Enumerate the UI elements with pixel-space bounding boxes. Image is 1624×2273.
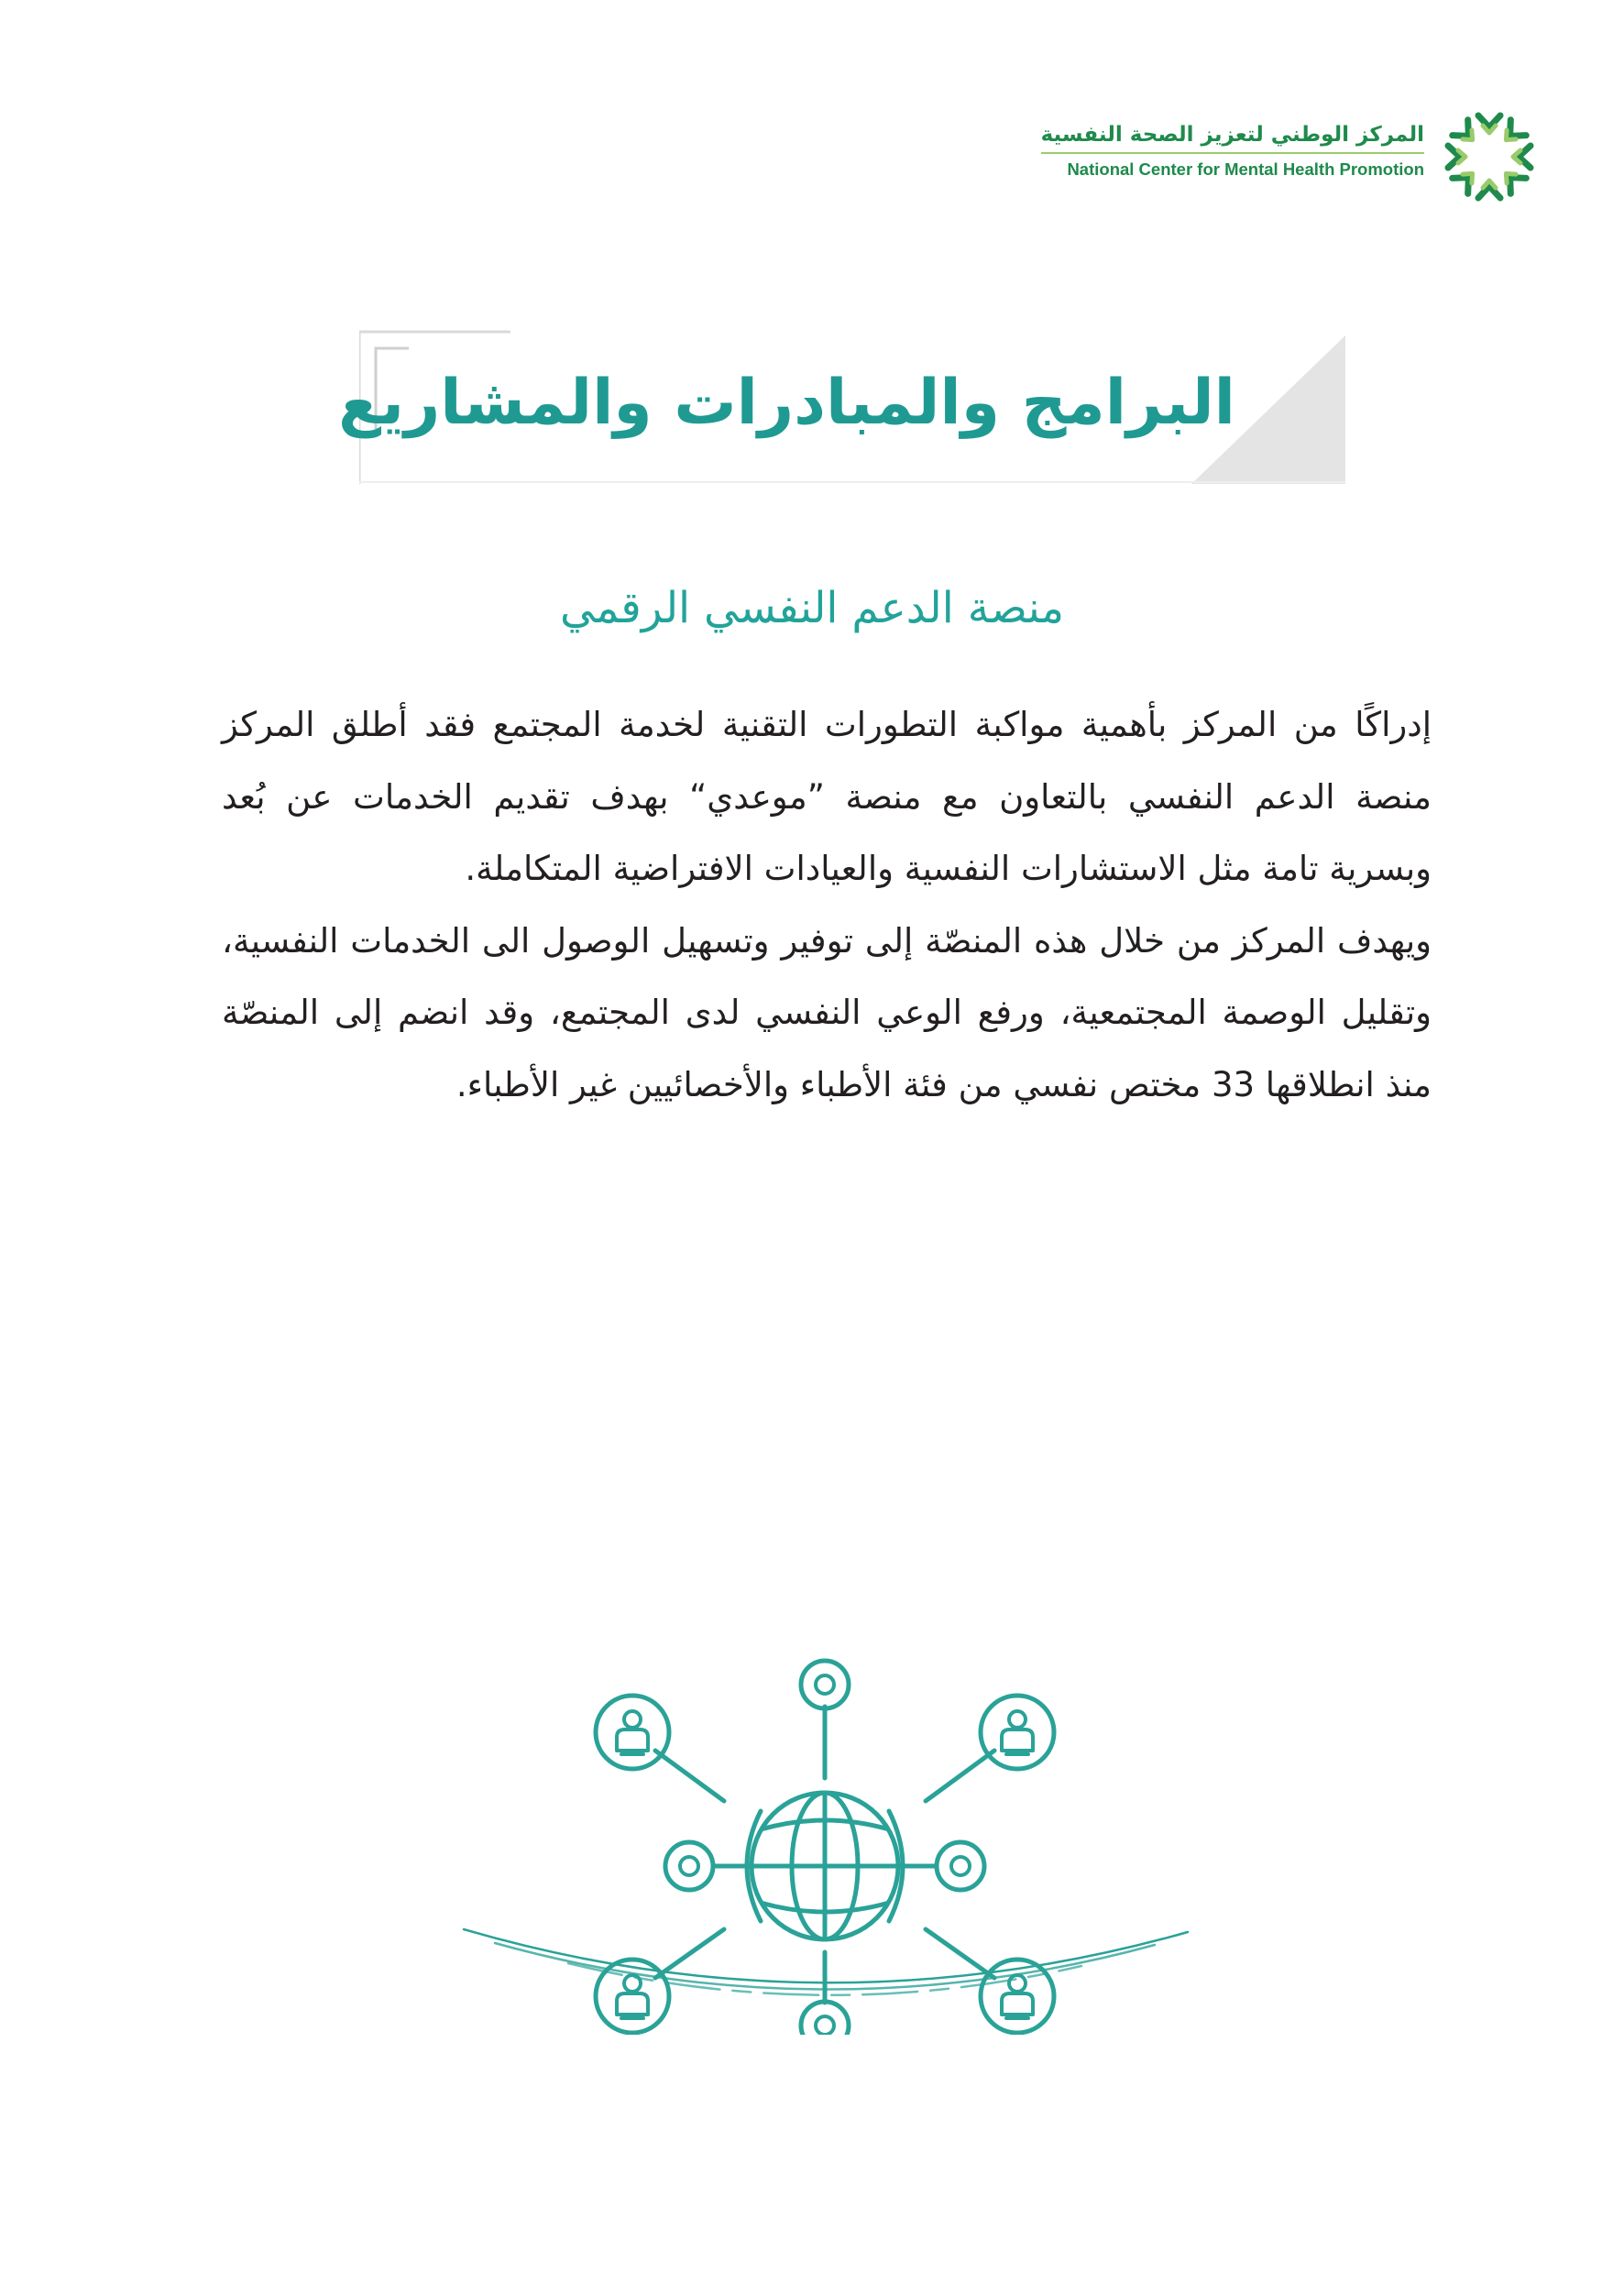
logo-arabic-name: المركز الوطني لتعزيز الصحة النفسية xyxy=(1041,121,1424,154)
section-heading xyxy=(338,328,1345,484)
network-globe-people-icon xyxy=(458,1641,1191,2035)
article-paragraph-1: إدراكًا من المركز بأهمية مواكبة التطورات التقنية لخدمة المجتمع فقد أطلق المركز منصة الدعم النفسي بالتعاون مع منصة ”موعدي“ بهدف تقديم الخدمات عن بُعد وبسرية تامة مثل الاستشارات النفسية والعيادات الافتراضية المتكاملة. xyxy=(222,705,1432,888)
logo-text xyxy=(1041,121,1424,181)
section-title: البرامج والمبادرات والمشاريع xyxy=(338,367,1235,439)
article-body xyxy=(222,689,1432,1121)
logo-english-name: National Center for Mental Health Promotion xyxy=(1067,159,1424,179)
article-paragraph-2: ويهدف المركز من خلال هذه المنصّة إلى توفير وتسهيل الوصول الى الخدمات النفسية، وتقليل الوصمة المجتمعية، ورفع الوعي النفسي لدى المجتمع، وقد انضم إلى المنصّة منذ انطلاقها 33 مختص نفسي من فئة الأطباء والأخصائيين غير الأطباء. xyxy=(222,920,1432,1104)
organization-logo xyxy=(1040,106,1540,207)
logo-emblem-icon xyxy=(1439,106,1540,207)
article-title: منصة الدعم النفسي الرقمي xyxy=(559,583,1065,633)
